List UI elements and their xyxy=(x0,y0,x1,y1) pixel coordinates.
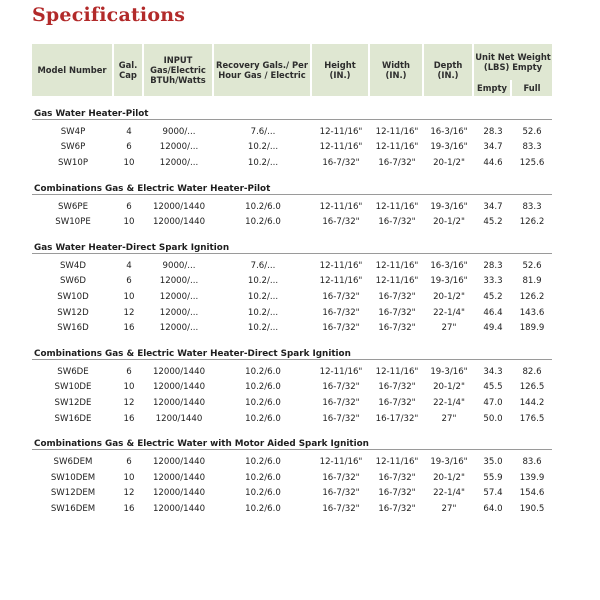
cell-input: 12000/1440 xyxy=(152,397,206,408)
cell-model: SW10DEM xyxy=(50,472,96,483)
cell-recovery: 10.2/6.0 xyxy=(245,366,281,377)
cell-model: SW12DE xyxy=(54,397,92,408)
cell-model: SW6PE xyxy=(57,201,89,212)
cell-gal-cap: 12 xyxy=(123,397,135,408)
cell-depth: 22-1/4" xyxy=(433,307,465,318)
cell-input: 12000/1440 xyxy=(152,366,206,377)
section-header-row xyxy=(32,342,552,360)
table-row xyxy=(32,411,552,427)
cell-weight-full: 190.5 xyxy=(519,503,545,514)
table-body xyxy=(32,96,552,517)
cell-depth: 20-1/2" xyxy=(433,217,465,228)
cell-gal-cap: 16 xyxy=(123,413,135,424)
cell-input: 12000/... xyxy=(159,291,199,302)
cell-recovery: 10.2/6.0 xyxy=(245,457,281,468)
cell-weight-full: 52.6 xyxy=(522,126,542,137)
col-header-model: Model Number xyxy=(32,44,114,96)
cell-model: SW10PE xyxy=(55,217,91,228)
section-header-row xyxy=(32,432,552,450)
cell-height: 12-11/16" xyxy=(319,201,363,212)
cell-input: 12000/1440 xyxy=(152,472,206,483)
section-title: Gas Water Heater-Direct Spark Ignition xyxy=(32,236,552,254)
cell-input: 12000/... xyxy=(159,323,199,334)
cell-weight-empty: 35.0 xyxy=(483,457,503,468)
table-row xyxy=(32,214,552,230)
cell-height: 12-11/16" xyxy=(319,276,363,287)
cell-height: 12-11/16" xyxy=(319,366,363,377)
cell-depth: 19-3/16" xyxy=(430,201,468,212)
cell-model: SW4D xyxy=(59,260,87,271)
page-title: Specifications xyxy=(32,4,186,26)
cell-weight-empty: 45.2 xyxy=(483,217,503,228)
cell-weight-empty: 57.4 xyxy=(483,488,503,499)
cell-input: 12000/1440 xyxy=(152,201,206,212)
cell-weight-empty: 45.5 xyxy=(483,382,503,393)
table-row xyxy=(32,470,552,486)
cell-weight-full: 189.9 xyxy=(519,323,545,334)
cell-weight-full: 144.2 xyxy=(519,397,545,408)
cell-weight-full: 82.6 xyxy=(522,366,542,377)
cell-recovery: 10.2/6.0 xyxy=(245,503,281,514)
cell-gal-cap: 6 xyxy=(126,366,132,377)
cell-recovery: 10.2/6.0 xyxy=(245,217,281,228)
cell-depth: 19-3/16" xyxy=(430,457,468,468)
cell-model: SW6P xyxy=(60,142,86,153)
cell-width: 16-7/32" xyxy=(378,503,416,514)
section-title: Combinations Gas & Electric Water Heater-Pilot xyxy=(32,177,552,195)
cell-recovery: 10.2/... xyxy=(247,142,279,153)
cell-input: 12000/1440 xyxy=(152,457,206,468)
cell-recovery: 10.2/6.0 xyxy=(245,413,281,424)
cell-input: 12000/... xyxy=(159,142,199,153)
cell-weight-full: 126.2 xyxy=(519,291,545,302)
col-header-height: Height (IN.) xyxy=(312,44,370,96)
cell-height: 16-7/32" xyxy=(322,472,360,483)
cell-recovery: 10.2/... xyxy=(247,157,279,168)
cell-weight-full: 81.9 xyxy=(522,276,542,287)
col-header-depth: Depth (IN.) xyxy=(424,44,474,96)
cell-width: 12-11/16" xyxy=(375,142,419,153)
cell-gal-cap: 6 xyxy=(126,142,132,153)
cell-weight-empty: 34.3 xyxy=(483,366,503,377)
section-title: Combinations Gas & Electric Water with Motor Aided Spark Ignition xyxy=(32,432,552,450)
col-header-full: Full xyxy=(512,80,552,96)
col-header-width: Width (IN.) xyxy=(370,44,424,96)
cell-width: 16-7/32" xyxy=(378,488,416,499)
table-row xyxy=(32,258,552,274)
cell-gal-cap: 16 xyxy=(123,503,135,514)
cell-recovery: 10.2/6.0 xyxy=(245,488,281,499)
cell-gal-cap: 6 xyxy=(126,457,132,468)
section-header-row xyxy=(32,102,552,120)
cell-depth: 22-1/4" xyxy=(433,488,465,499)
cell-weight-empty: 64.0 xyxy=(483,503,503,514)
cell-recovery: 10.2/6.0 xyxy=(245,397,281,408)
cell-weight-empty: 44.6 xyxy=(483,157,503,168)
cell-height: 16-7/32" xyxy=(322,503,360,514)
cell-input: 1200/1440 xyxy=(155,413,203,424)
table-row xyxy=(32,305,552,321)
cell-height: 16-7/32" xyxy=(322,157,360,168)
col-header-input: INPUT Gas/Electric BTUh/Watts xyxy=(144,44,214,96)
cell-weight-full: 83.6 xyxy=(522,457,542,468)
cell-model: SW16D xyxy=(57,323,89,334)
cell-model: SW6DEM xyxy=(53,457,93,468)
table-row xyxy=(32,380,552,396)
cell-model: SW10D xyxy=(57,291,89,302)
cell-recovery: 10.2/6.0 xyxy=(245,201,281,212)
cell-weight-full: 143.6 xyxy=(519,307,545,318)
cell-width: 12-11/16" xyxy=(375,260,419,271)
cell-recovery: 7.6/... xyxy=(250,260,276,271)
section-title: Gas Water Heater-Pilot xyxy=(32,102,552,120)
cell-depth: 19-3/16" xyxy=(430,142,468,153)
cell-weight-empty: 28.3 xyxy=(483,126,503,137)
cell-width: 12-11/16" xyxy=(375,126,419,137)
cell-weight-full: 126.2 xyxy=(519,217,545,228)
table-row xyxy=(32,395,552,411)
cell-recovery: 10.2/... xyxy=(247,307,279,318)
cell-gal-cap: 4 xyxy=(126,126,132,137)
col-header-gal-cap: Gal. Cap xyxy=(114,44,144,96)
cell-input: 9000/... xyxy=(162,126,196,137)
cell-recovery: 10.2/6.0 xyxy=(245,382,281,393)
cell-weight-full: 83.3 xyxy=(522,201,542,212)
cell-weight-full: 139.9 xyxy=(519,472,545,483)
cell-height: 12-11/16" xyxy=(319,126,363,137)
cell-width: 16-7/32" xyxy=(378,397,416,408)
specifications-table xyxy=(32,44,552,517)
table-row xyxy=(32,140,552,156)
cell-model: SW12DEM xyxy=(50,488,96,499)
table-row xyxy=(32,501,552,517)
section-header-row xyxy=(32,236,552,254)
cell-depth: 20-1/2" xyxy=(433,157,465,168)
cell-height: 16-7/32" xyxy=(322,488,360,499)
cell-width: 16-17/32" xyxy=(375,413,419,424)
cell-recovery: 7.6/... xyxy=(250,126,276,137)
cell-gal-cap: 12 xyxy=(123,307,135,318)
cell-width: 16-7/32" xyxy=(378,307,416,318)
col-header-empty: Empty xyxy=(474,80,512,96)
col-header-recovery: Recovery Gals./ Per Hour Gas / Electric xyxy=(214,44,312,96)
cell-recovery: 10.2/... xyxy=(247,276,279,287)
cell-depth: 22-1/4" xyxy=(433,397,465,408)
cell-gal-cap: 16 xyxy=(123,323,135,334)
cell-width: 16-7/32" xyxy=(378,472,416,483)
cell-weight-empty: 49.4 xyxy=(483,323,503,334)
cell-input: 12000/1440 xyxy=(152,503,206,514)
cell-weight-empty: 34.7 xyxy=(483,142,503,153)
cell-gal-cap: 10 xyxy=(123,382,135,393)
cell-gal-cap: 12 xyxy=(123,488,135,499)
cell-width: 12-11/16" xyxy=(375,201,419,212)
cell-width: 16-7/32" xyxy=(378,323,416,334)
cell-depth: 20-1/2" xyxy=(433,472,465,483)
cell-weight-empty: 50.0 xyxy=(483,413,503,424)
cell-input: 12000/1440 xyxy=(152,488,206,499)
cell-width: 16-7/32" xyxy=(378,291,416,302)
cell-depth: 20-1/2" xyxy=(433,291,465,302)
cell-width: 12-11/16" xyxy=(375,366,419,377)
table-row xyxy=(32,454,552,470)
cell-width: 16-7/32" xyxy=(378,217,416,228)
cell-depth: 27" xyxy=(441,503,457,514)
cell-model: SW16DEM xyxy=(50,503,96,514)
cell-input: 12000/... xyxy=(159,307,199,318)
table-row xyxy=(32,155,552,171)
cell-gal-cap: 6 xyxy=(126,201,132,212)
cell-height: 16-7/32" xyxy=(322,397,360,408)
cell-width: 16-7/32" xyxy=(378,157,416,168)
cell-weight-empty: 46.4 xyxy=(483,307,503,318)
cell-weight-full: 176.5 xyxy=(519,413,545,424)
cell-model: SW4P xyxy=(60,126,86,137)
cell-recovery: 10.2/6.0 xyxy=(245,472,281,483)
cell-model: SW16DE xyxy=(54,413,92,424)
cell-weight-empty: 34.7 xyxy=(483,201,503,212)
cell-height: 16-7/32" xyxy=(322,307,360,318)
section-title: Combinations Gas & Electric Water Heater-Direct Spark Ignition xyxy=(32,342,552,360)
cell-height: 12-11/16" xyxy=(319,142,363,153)
cell-model: SW10DE xyxy=(54,382,92,393)
cell-weight-empty: 47.0 xyxy=(483,397,503,408)
cell-weight-full: 125.6 xyxy=(519,157,545,168)
cell-weight-empty: 28.3 xyxy=(483,260,503,271)
table-row xyxy=(32,364,552,380)
cell-gal-cap: 10 xyxy=(123,217,135,228)
table-row xyxy=(32,274,552,290)
cell-height: 12-11/16" xyxy=(319,457,363,468)
cell-depth: 20-1/2" xyxy=(433,382,465,393)
cell-model: SW12D xyxy=(57,307,89,318)
cell-input: 9000/... xyxy=(162,260,196,271)
cell-input: 12000/... xyxy=(159,276,199,287)
col-header-weight: Unit Net Weight (LBS) Empty xyxy=(474,44,552,80)
cell-weight-full: 83.3 xyxy=(522,142,542,153)
cell-depth: 19-3/16" xyxy=(430,366,468,377)
cell-input: 12000/1440 xyxy=(152,217,206,228)
cell-recovery: 10.2/... xyxy=(247,291,279,302)
table-row xyxy=(32,289,552,305)
cell-height: 16-7/32" xyxy=(322,291,360,302)
cell-width: 16-7/32" xyxy=(378,382,416,393)
cell-height: 16-7/32" xyxy=(322,217,360,228)
table-row xyxy=(32,320,552,336)
table-row xyxy=(32,124,552,140)
section-header-row xyxy=(32,177,552,195)
cell-model: SW6DE xyxy=(57,366,89,377)
cell-depth: 16-3/16" xyxy=(430,260,468,271)
cell-recovery: 10.2/... xyxy=(247,323,279,334)
cell-height: 12-11/16" xyxy=(319,260,363,271)
table-row xyxy=(32,199,552,215)
cell-depth: 16-3/16" xyxy=(430,126,468,137)
cell-height: 16-7/32" xyxy=(322,382,360,393)
cell-weight-full: 52.6 xyxy=(522,260,542,271)
cell-width: 12-11/16" xyxy=(375,457,419,468)
cell-weight-empty: 45.2 xyxy=(483,291,503,302)
cell-depth: 27" xyxy=(441,323,457,334)
cell-weight-empty: 55.9 xyxy=(483,472,503,483)
table-row xyxy=(32,486,552,502)
cell-gal-cap: 10 xyxy=(123,157,135,168)
cell-depth: 27" xyxy=(441,413,457,424)
cell-gal-cap: 10 xyxy=(123,291,135,302)
cell-depth: 19-3/16" xyxy=(430,276,468,287)
cell-weight-empty: 33.3 xyxy=(483,276,503,287)
cell-width: 12-11/16" xyxy=(375,276,419,287)
cell-input: 12000/... xyxy=(159,157,199,168)
cell-weight-full: 126.5 xyxy=(519,382,545,393)
cell-model: SW6D xyxy=(59,276,87,287)
cell-gal-cap: 4 xyxy=(126,260,132,271)
cell-weight-full: 154.6 xyxy=(519,488,545,499)
cell-input: 12000/1440 xyxy=(152,382,206,393)
cell-gal-cap: 10 xyxy=(123,472,135,483)
cell-model: SW10P xyxy=(57,157,89,168)
cell-gal-cap: 6 xyxy=(126,276,132,287)
cell-height: 16-7/32" xyxy=(322,413,360,424)
cell-height: 16-7/32" xyxy=(322,323,360,334)
